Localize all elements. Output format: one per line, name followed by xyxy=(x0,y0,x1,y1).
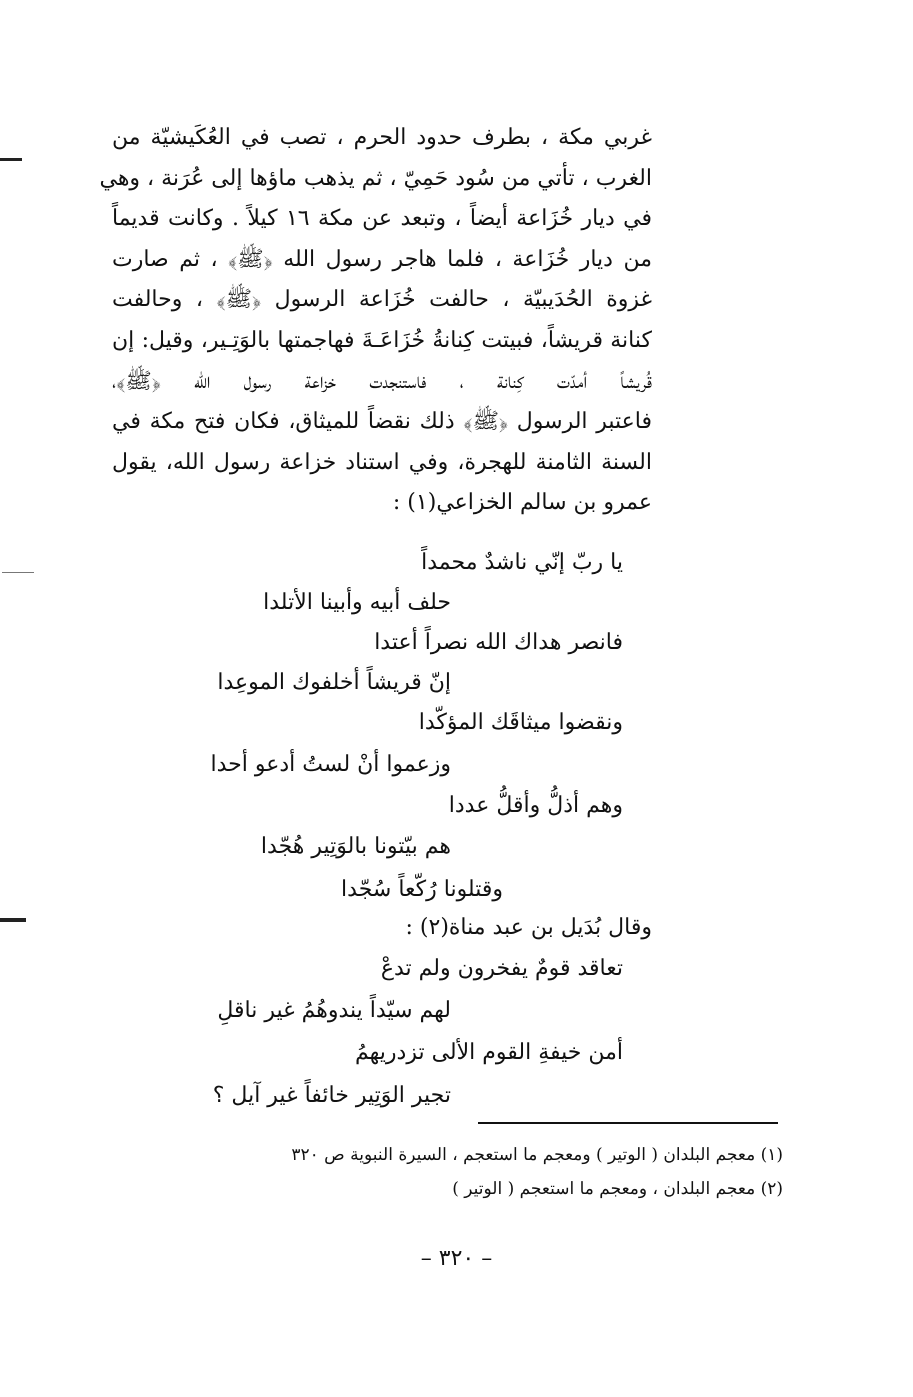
poem-verse: تعاقد قومٌ يفخرون ولم تدعْ xyxy=(380,956,623,981)
poem-verse: هم بيّتونا بالوَتِير هُجّدا xyxy=(260,834,451,859)
poem-verse: وهم أذلُّ وأقلُّ عددا xyxy=(448,793,623,818)
footnote: (٢) معجم البلدان ، ومعجم ما استعجم ( الوتير ) xyxy=(452,1179,783,1199)
poem-verse: أمن خيفةِ القوم الألى تزدريهمُ xyxy=(355,1040,623,1065)
paragraph-line: في ديار خُزَاعة أيضاً ، وتبعد عن مكة ١٦ كيلاً . وكانت قديماً xyxy=(112,206,652,232)
main-paragraph xyxy=(99,118,652,524)
paragraph-line: كنانة قريشاً، فبيتت كِنانةُ خُزَاعَـةَ فهاجمتها بالوَتِـير، وقيل: إن xyxy=(112,327,652,353)
poem-verse: وزعموا أنْ لستُ أدعو أحدا xyxy=(210,752,451,777)
poem-verse: فانصر هداك الله نصراً أعتدا xyxy=(374,630,623,655)
footnote-divider xyxy=(478,1122,778,1124)
poem-verse: ونقضوا ميثاقَك المؤكّدا xyxy=(418,710,623,735)
paragraph-line: فاعتبر الرسول ﴿ﷺ﴾ ذلك نقضاً للميثاق، فكان فتح مكة في xyxy=(112,409,652,435)
scan-mark xyxy=(0,158,22,161)
paragraph-line: غزوة الحُدَيبيّة ، حالفت خُزَاعة الرسول ﴿ﷺ﴾ ، وحالفت xyxy=(112,287,652,313)
poem-verse: لهم سيّداً يندوهُمُ غير ناقلِ xyxy=(217,998,451,1023)
page-number: – ٣٢٠ – xyxy=(420,1246,493,1271)
paragraph-line: عمرو بن سالم الخزاعي(١) : xyxy=(392,490,652,516)
poem-intro: وقال بُدَيل بن عبد مناة(٢) : xyxy=(405,915,652,940)
scan-mark xyxy=(0,918,26,922)
poem-verse: يا ربّ إنّي ناشدٌ محمداً xyxy=(421,550,623,575)
poem-verse: تجير الوَتِير خائفاً غير آيل ؟ xyxy=(212,1083,451,1108)
poem-verse: إنّ قريشاً أخلفوك الموعِدا xyxy=(217,670,451,695)
paragraph-line: الغرب ، تأتي من سُود حَمِيّ ، ثم يذهب ماؤها إلى عُرَنة ، وهي xyxy=(99,165,652,191)
poem-verse: وقتلونا رُكّعاً سُجّدا xyxy=(341,877,503,902)
footnote: (١) معجم البلدان ( الوتير ) ومعجم ما استعجم ، السيرة النبوية ص ٣٢٠ xyxy=(291,1145,783,1165)
paragraph-line: السنة الثامنة للهجرة، وفي استناد خزاعة رسول الله، يقول xyxy=(112,449,652,475)
paragraph-line: غربي مكة ، بطرف حدود الحرم ، تصب في العُكَيشيّة من xyxy=(112,125,652,150)
paragraph-line: قُريشاً أمدّت كِنانة ، فاستنجدت خزاعة رسول الله ﴿ﷺ﴾، xyxy=(112,368,652,394)
poem-verse: حلف أبيه وأبينا الأتلدا xyxy=(263,590,451,615)
scan-mark xyxy=(2,572,34,573)
paragraph-line: من ديار خُزَاعة ، فلما هاجر رسول الله ﴿ﷺ﴾ ، ثم صارت xyxy=(112,246,652,272)
